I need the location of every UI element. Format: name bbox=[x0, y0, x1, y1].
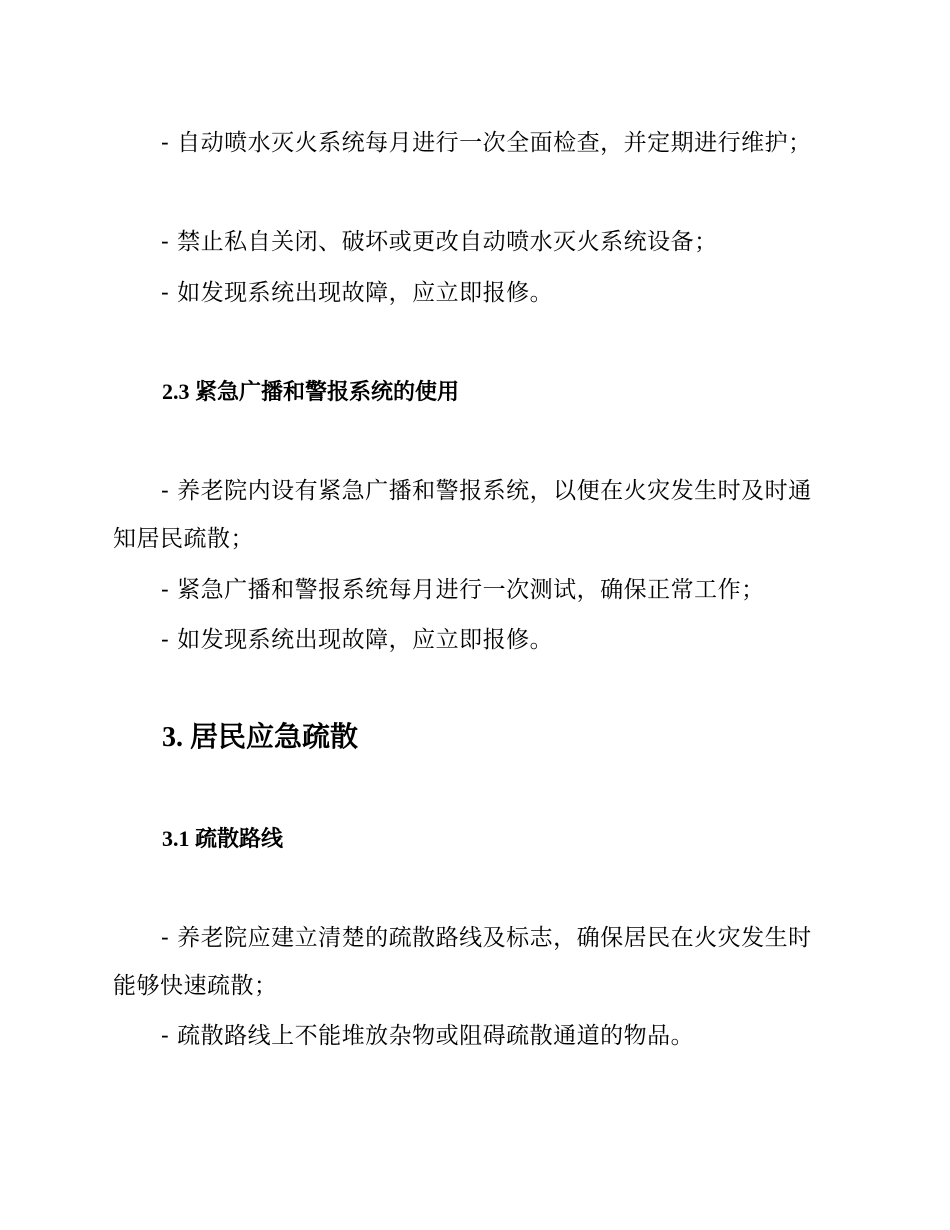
section-heading-3-1: 3.1 疏散路线 bbox=[162, 826, 284, 851]
sprinkler-item-3: - 如发现系统出现故障，应立即报修。 bbox=[161, 280, 554, 306]
route-item-2: - 疏散路线上不能堆放杂物或阻碍疏散通道的物品。 bbox=[161, 1023, 695, 1049]
broadcast-item-3: - 如发现系统出现故障，应立即报修。 bbox=[161, 627, 554, 653]
sprinkler-item-1: - 自动喷水灭火系统每月进行一次全面检查，并定期进行维护； bbox=[161, 130, 812, 156]
sprinkler-item-2: - 禁止私自关闭、破坏或更改自动喷水灭火系统设备； bbox=[161, 229, 718, 255]
route-item-1: - 养老院应建立清楚的疏散路线及标志，确保居民在火灾发生时能够快速疏散； bbox=[113, 925, 812, 999]
broadcast-item-1: - 养老院内设有紧急广播和警报系统，以便在火灾发生时及时通知居民疏散； bbox=[113, 478, 812, 552]
broadcast-item-2: - 紧急广播和警报系统每月进行一次测试，确保正常工作； bbox=[161, 577, 765, 603]
section-heading-2-3: 2.3 紧急广播和警报系统的使用 bbox=[162, 379, 460, 404]
section-heading-3: 3. 居民应急疏散 bbox=[162, 722, 359, 753]
